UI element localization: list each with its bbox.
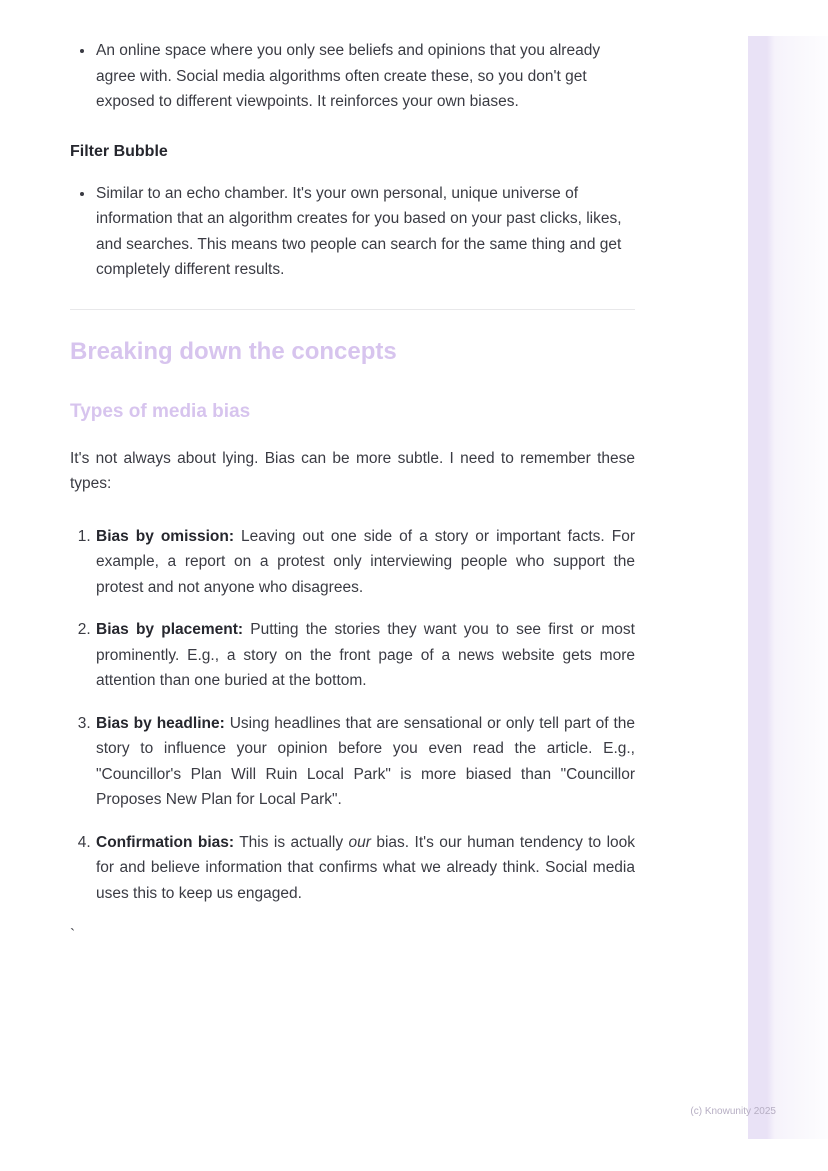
bias-label: Bias by placement: bbox=[96, 621, 244, 638]
bias-description: Using headlines that are sensational or only tell part of the story to influence your opinion before you even read the article. E.g., "Councillor's Plan Will Ruin Local Park" is more biased than "Councillor Proposes New Plan for Local Park". bbox=[96, 714, 636, 808]
copyright-footer: (c) Knowunity 2025 bbox=[690, 1106, 776, 1117]
list-item-confirmation-bias bbox=[95, 830, 635, 907]
intro-paragraph: It's not always about lying. Bias can be more subtle. I need to remember these types: bbox=[70, 449, 635, 492]
echo-chamber-bullet-list bbox=[70, 38, 635, 115]
bias-label: Bias by omission: bbox=[96, 527, 235, 545]
bullet-item-echo-chamber: • An online space where you only see beliefs and opinions that you already agree with. Social media algorithms often create these, so you don't get exposed to different viewpoints. It reinforces your own biases. bbox=[95, 38, 635, 115]
bias-description: Putting the stories they want you to see first or most prominently. E.g., a story on the front page of a news website gets more attention than one buried at the bottom. bbox=[96, 621, 635, 689]
page-edge-strip bbox=[748, 36, 828, 1139]
bias-label: Bias by headline: bbox=[96, 714, 225, 732]
bullet-item-filter-bubble: • Similar to an echo chamber. It's your own personal, unique universe of information that an algorithm creates for you based on your past clicks, likes, and searches. This means two people can search for the same thing and get completely different results. bbox=[95, 181, 635, 283]
bias-types-list bbox=[70, 524, 635, 907]
filter-bubble-bullet-list bbox=[70, 181, 635, 283]
list-item-bias-by-placement bbox=[95, 617, 635, 694]
stray-backtick: ` bbox=[70, 927, 76, 944]
subsection-heading: Types of media bias bbox=[70, 400, 251, 422]
document-content bbox=[70, 38, 635, 949]
section-divider bbox=[70, 309, 635, 310]
list-item-bias-by-omission bbox=[95, 524, 635, 601]
bias-description-pre: This is actually bbox=[239, 833, 344, 851]
bias-description-italic: our bbox=[348, 833, 371, 851]
section-heading: Breaking down the concepts bbox=[70, 337, 397, 365]
filter-bubble-heading: Filter Bubble bbox=[70, 142, 168, 160]
bias-label: Confirmation bias: bbox=[96, 833, 235, 851]
list-item-bias-by-headline bbox=[95, 711, 635, 813]
bias-description-post: bias. It's our human tendency to look for and believe information that confirms what we already think. Social media uses this to keep us engaged. bbox=[96, 833, 636, 902]
bias-description: Leaving out one side of a story or important facts. For example, a report on a protest only interviewing people who support the protest and not anyone who disagrees. bbox=[96, 527, 635, 596]
